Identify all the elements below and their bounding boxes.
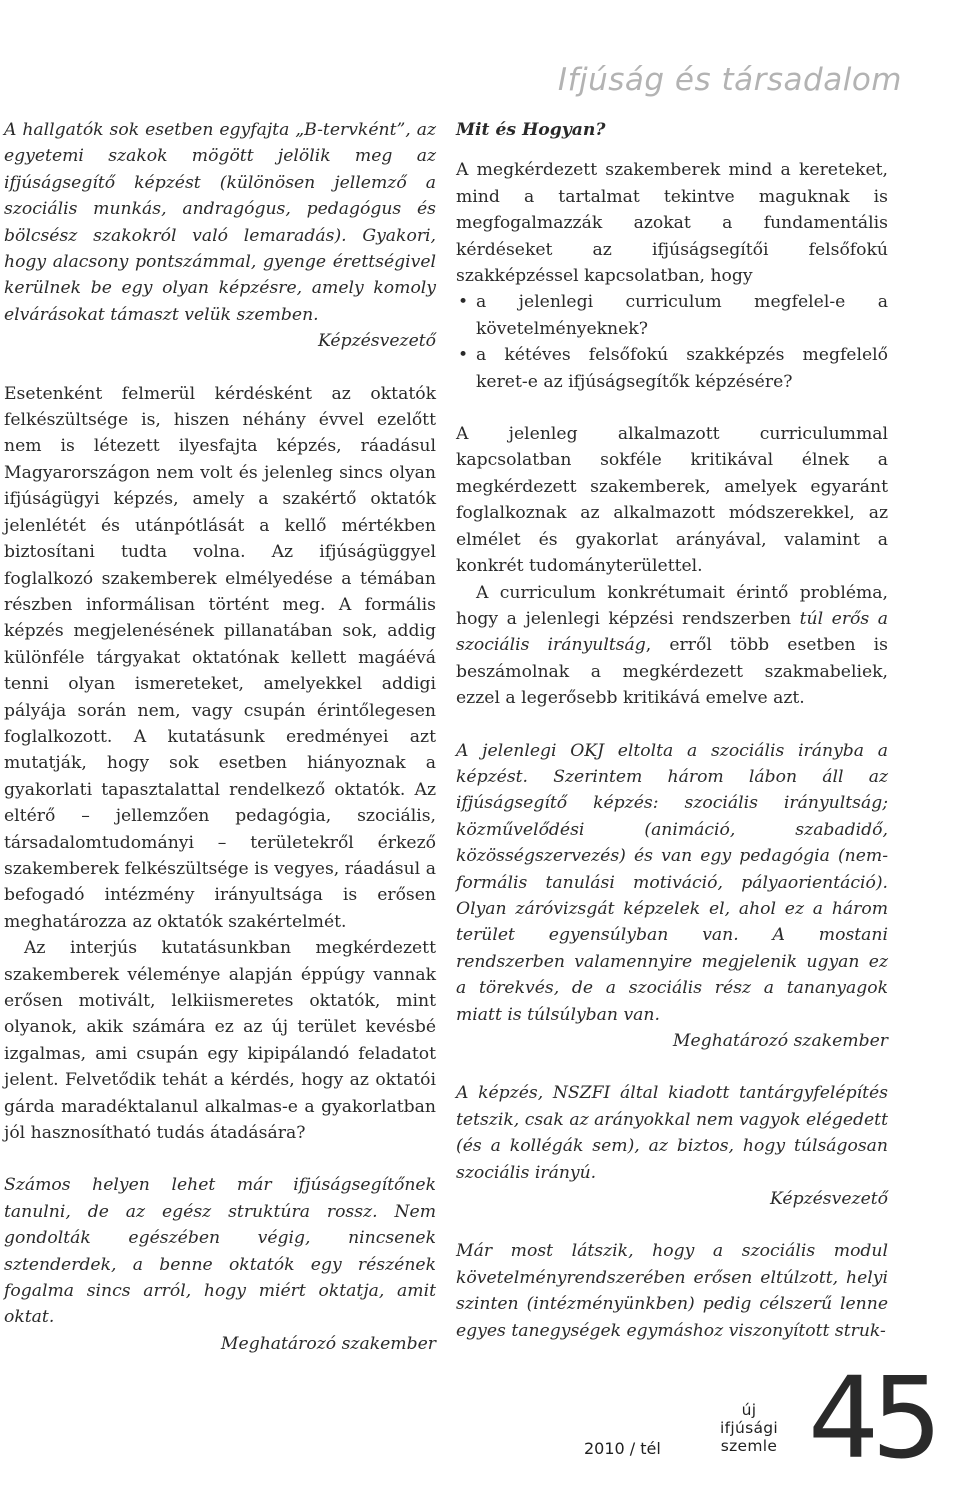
- issue-label: 2010 / tél: [584, 1439, 661, 1458]
- page-footer: [0, 1354, 960, 1512]
- body-paragraph: Esetenként felmerül kérdésként az oktatók felkészültsége is, hiszen néhány évvel ezelőtt nem is létezett ilyesfajta képzés, ráadásul Magyarországon nem volt és jelenleg sincs olyan ifjúságügyi képzés, amely a szakértő oktatók jelenlétét és utánpótlását a kellő mértékben biztosítani tudta volna. Az ifjúságüggyel foglalkozó szakemberek elmélyedése a témában részben informálisan történt meg. A formális képzés megjelenésének pillanatában sok, addig különféle tárgyakat oktatónak kellett magáévá tenni olyan ismereteket, amelyekkel addigi pályája során nem, vagy csupán érintőlegesen foglalkozott. A kutatásunk eredményei azt mutatják, hogy sok esetben hiányoznak a gyakorlati tapasztalattal rendelkező oktatók. Az eltérő – jellemzően pedagógia, szociális, társadalomtudományi – területekről érkező szakemberek felkészültsége is vegyes, ráadásul a befogadó intézmény irányultsága is erősen meghatározza az oktatók szakértelmét.: [4, 383, 436, 932]
- interview-quote: A jelenlegi OKJ eltolta a szociális irányba a képzést. Szerintem három lábon áll az ifjúságsegítő képzés: szociális irányultság; közművelődési (animáció, szabadidő, közösségszervezés) és van egy pedagógia (nem-formális tanulási motiváció, pályaorientáció). Olyan záróvizsgát képzelek el, ahol ez a három terület egyensúlyban van. A mostani rendszerben valamennyire megjelenik ugyan ez a törekvés, de a szociális rész a tananyagok miatt is túlsúlyban van.: [456, 740, 888, 1025]
- body-paragraph: Az interjús kutatásunkban megkérdezett szakemberek véleménye alapján éppúgy vannak erősen motivált, lelkiismeretes oktatók, mint olyanok, akik számára ez az új terület kevésbé izgalmas, ami csupán egy kipipálandó feladatot jelent. Felvetődik tehát a kérdés, hogy az oktatói gárda maradéktalanul alkalmas-e a gyakorlatban jól hasznosítható tudás átadására?: [4, 938, 436, 1144]
- quote-attribution: Meghatározó szakember: [220, 1333, 436, 1354]
- quote-attribution: Meghatározó szakember: [672, 1031, 888, 1051]
- question-list: [456, 289, 888, 395]
- running-head: Ifjúság és társadalom: [557, 62, 902, 98]
- section-heading: Mit és Hogyan?: [456, 120, 606, 140]
- interview-quote: Már most látszik, hogy a szociális modul követelményrendszerében erősen eltúlzott, helyi szinten (intézményünkben) pedig célszerű lenne egyes tanegységek egymáshoz viszonyított struk-: [456, 1241, 888, 1341]
- list-item: • a kétéves felsőfokú szakképzés megfelelő keret-e az ifjúságsegítők képzésére?: [456, 342, 888, 395]
- body-paragraph: A megkérdezett szakemberek mind a kereteket, mind a tartalmat tekintve maguknak is megfogalmazzák azokat a fundamentális kérdéseket az ifjúságsegítői felsőfokú szakképzéssel kapcsolatban, hogy: [456, 160, 888, 287]
- quote-attribution: Képzésvezető: [770, 1189, 888, 1210]
- bullet-icon: •: [458, 345, 469, 366]
- interview-quote: A hallgatók sok esetben egyfajta „B-tervként”, az egyetemi szakok mögött jelölik meg az ifjúságsegítő képzést (különösen jellemző a szociális munkás, andragógus, pedagógus és bölcsész szakokról való lemaradás). Gyakori, hogy alacsony pontszámmal, gyenge érettségivel kerülnek be egy olyan képzésre, amely komoly elvárásokat támaszt velük szemben.: [4, 120, 436, 325]
- bullet-icon: •: [458, 292, 469, 313]
- quote-attribution: Képzésvezető: [318, 331, 436, 352]
- body-paragraph: A jelenleg alkalmazott curriculummal kapcsolatban sokféle kritikával élnek a megkérdezett szakemberek, amelyek egyaránt foglalkoznak az alkalmazott módszerekkel, az elmélet és gyakorlat arányával, valamint a konkrét tudományterülettel.: [456, 424, 888, 577]
- emphasis: túl erős a szociális irányultság: [456, 608, 888, 656]
- page-number: 45: [808, 1354, 935, 1484]
- body-paragraph: A curriculum konkrétumait érintő probléma, hogy a jelenlegi képzési rendszerben túl erős a szociális irányultság, erről több esetben is beszámolnak a megkérdezett szakmabeliek, ezzel a legerősebb kritikává emelve azt.: [456, 582, 889, 709]
- journal-logo: új ifjúsági szemle: [719, 1401, 778, 1455]
- left-column: [4, 117, 436, 1357]
- right-column: [456, 117, 888, 1344]
- interview-quote: Számos helyen lehet már ifjúságsegítőnek tanulni, de az egész struktúra rossz. Nem gondolták egészében végig, nincsenek sztenderdek, a benne oktatók egy részének fogalma sincs arról, hogy miért oktatja, amit oktat.: [4, 1175, 436, 1328]
- list-item: • a jelenlegi curriculum megfelel-e a követelményeknek?: [456, 289, 888, 342]
- interview-quote: A képzés, NSZFI által kiadott tantárgyfelépítés tetszik, csak az arányokkal nem vagyok elégedett (és a kollégák sem), az biztos, hogy túlságosan szociális irányú.: [456, 1083, 888, 1183]
